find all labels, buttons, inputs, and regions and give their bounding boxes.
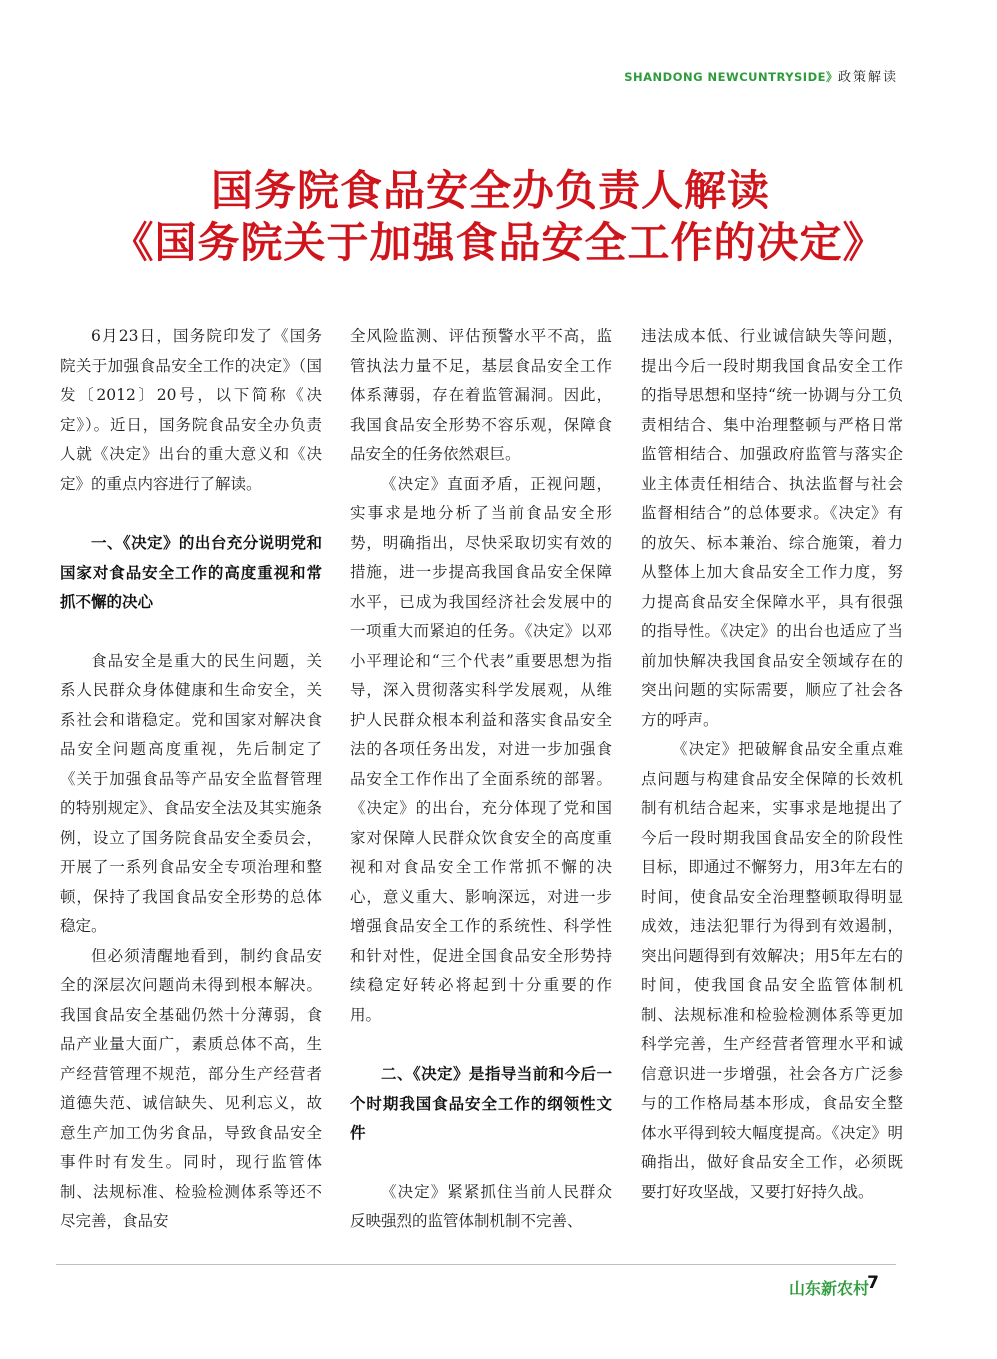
paragraph: 《决定》把破解食品安全重点难点问题与构建食品安全保障的长效机制有机结合起来，实事求是地提出了今后一段时期我国食品安全的阶段性目标，即通过不懈努力，用3年左右的时间，使食品安全治理整顿取得明显成效，违法犯罪行为得到有效遏制，突出问题得到有效解决；用5年左右的时间，使我国食品安全监管体制机制、法规标准和检验检测体系等更加科学完善，生产经营者管理水平和诚信意识进一步增强，社会各方广泛参与的工作格局基本形成，食品安全整体水平得到较大幅度提高。《决定》明确指出，做好食品安全工作，必须既要打好攻坚战，又要打好持久战。 [641, 740, 903, 1201]
section-heading-2: 二、《决定》是指导当前和今后一个时期我国食品安全工作的纲领性文件 [350, 1064, 612, 1142]
paragraph: 食品安全是重大的民生问题，关系人民群众身体健康和生命安全，关系社会和谐稳定。党和国家对解决食品安全问题高度重视，先后制定了《关于加强食品等产品安全监督管理的特别规定》、食品安全法及其实施条例，设立了国务院食品安全委员会，开展了一系列食品安全专项治理和整顿，保持了我国食品安全形势的总体稳定。 [60, 651, 322, 935]
paragraph: 但必须清醒地看到，制约食品安全的深层次问题尚未得到根本解决。我国食品安全基础仍然十分薄弱，食品产业量大面广，素质总体不高，生产经营管理不规范，部分生产经营者道德失范、诚信缺失、见利忘义，故意生产加工伪劣食品，导致食品安全事件时有发生。同时，现行监管体制、法规标准、检验检测体系等还不尽完善，食品安 [60, 946, 322, 1230]
paragraph: 全风险监测、评估预警水平不高，监管执法力量不足，基层食品安全工作体系薄弱，存在着监管漏洞。因此，我国食品安全形势不容乐观，保障食品安全的任务依然艰巨。 [350, 327, 612, 463]
text-column-2 [350, 322, 612, 1237]
article-title-line1: 国务院食品安全办负责人解读 [210, 166, 770, 215]
article-title-line2: 《国务院关于加强食品安全工作的决定》 [111, 218, 886, 267]
footer-divider [56, 1264, 896, 1265]
page-number: 7 [867, 1273, 879, 1293]
paragraph: 6月23日，国务院印发了《国务院关于加强食品安全工作的决定》（国发〔2012〕20号，以下简称《决定》）。近日，国务院食品安全办负责人就《决定》出台的重大意义和《决定》的重点内容进行了解读。 [60, 327, 322, 493]
text-column-3 [641, 322, 903, 1207]
header-magazine-name: SHANDONG NEWCUNTRYSIDE》 [624, 70, 838, 84]
running-header [624, 66, 898, 85]
header-section-name: 政策解读 [837, 70, 898, 85]
paragraph: 《决定》紧紧抓住当前人民群众反映强烈的监管体制机制不完善、 [350, 1182, 612, 1230]
paragraph: 违法成本低、行业诚信缺失等问题，提出今后一段时期我国食品安全工作的指导思想和坚持“统一协调与分工负责相结合、集中治理整顿与严格日常监管相结合、加强政府监管与落实企业主体责任相结合、执法监督与社会监督相结合”的总体要求。《决定》有的放矢、标本兼治、综合施策，着力从整体上加大食品安全工作力度，努力提高食品安全保障水平，具有很强的指导性。《决定》的出台也适应了当前加快解决我国食品安全领域存在的突出问题的实际需要，顺应了社会各方的呼声。 [641, 327, 903, 729]
paragraph: 《决定》直面矛盾，正视问题，实事求是地分析了当前食品安全形势，明确指出，尽快采取切实有效的措施，进一步提高我国食品安全保障水平，已成为我国经济社会发展中的一项重大而紧迫的任务。《决定》以邓小平理论和“三个代表”重要思想为指导，深入贯彻落实科学发展观，从维护人民群众根本利益和落实食品安全法的各项任务出发，对进一步加强食品安全工作作出了全面系统的部署。《决定》的出台，充分体现了党和国家对保障人民群众饮食安全的高度重视和对食品安全工作常抓不懈的决心，意义重大、影响深远，对进一步增强食品安全工作的系统性、科学性和针对性，促进全国食品安全形势持续稳定好转必将起到十分重要的作用。 [350, 474, 612, 1024]
text-column-1 [60, 322, 322, 1237]
footer-magazine-logo: 山东新农村 [788, 1279, 869, 1298]
section-heading-1: 一、《决定》的出台充分说明党和国家对食品安全工作的高度重视和常抓不懈的决心 [60, 533, 322, 611]
